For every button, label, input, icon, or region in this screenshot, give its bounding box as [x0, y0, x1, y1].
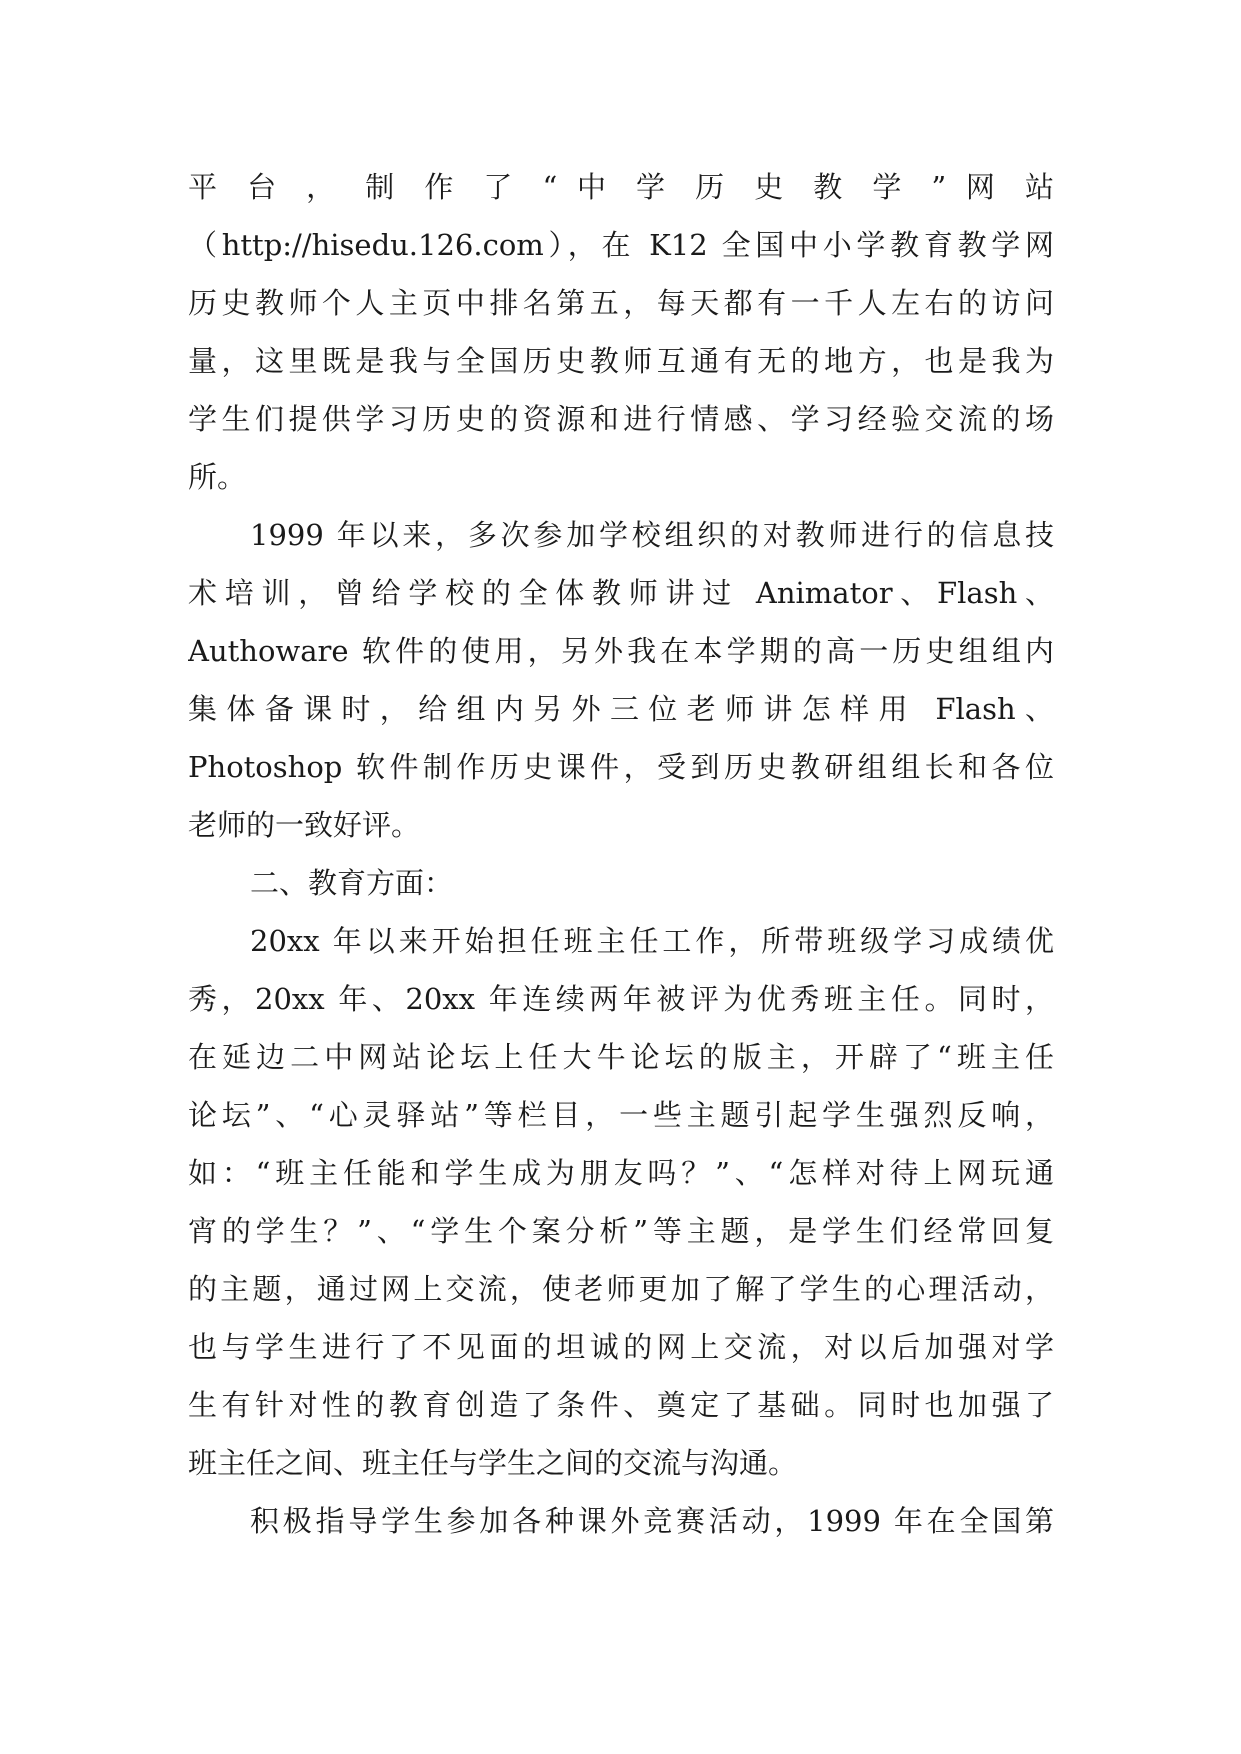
text-line: 在延边二中网站论坛上任大牛论坛的版主，开辟了“班主任 [188, 1040, 1054, 1074]
text-line: 的主题，通过网上交流，使老师更加了解了学生的心理活动， [188, 1272, 1054, 1306]
text-line: 宵的学生？”、“学生个案分析”等主题，是学生们经常回复 [188, 1214, 1054, 1248]
text-line: 也与学生进行了不见面的坦诚的网上交流，对以后加强对学 [188, 1330, 1054, 1364]
text-line: 平 台 ， 制 作 了 “ 中 学 历 史 教 学 ” 网 站 [188, 170, 1054, 204]
text-line: 如：“班主任能和学生成为朋友吗？”、“怎样对待上网玩通 [188, 1156, 1054, 1190]
text-line: 所。 [188, 460, 247, 494]
text-line: 学生们提供学习历史的资源和进行情感、学习经验交流的场 [188, 402, 1054, 436]
document-body [188, 158, 1054, 1550]
text-line: Authoware 软件的使用，另外我在本学期的高一历史组组内 [188, 634, 1054, 668]
text-line: 老师的一致好评。 [188, 808, 421, 842]
text-line: 积极指导学生参加各种课外竞赛活动，1999 年在全国第 [250, 1504, 1054, 1538]
text-line: 论坛”、“心灵驿站”等栏目，一些主题引起学生强烈反响， [188, 1098, 1054, 1132]
text-line: 量，这里既是我与全国历史教师互通有无的地方，也是我为 [188, 344, 1054, 378]
text-line: 20xx 年以来开始担任班主任工作，所带班级学习成绩优 [250, 924, 1054, 958]
text-line: 1999 年以来，多次参加学校组织的对教师进行的信息技 [250, 518, 1054, 552]
text-line: 术培训，曾给学校的全体教师讲过 Animator、Flash、 [188, 576, 1054, 610]
text-line: 秀，20xx 年、20xx 年连续两年被评为优秀班主任。同时， [188, 982, 1054, 1016]
text-line: （http://hisedu.126.com），在 K12 全国中小学教育教学网 [188, 228, 1054, 262]
text-line: Photoshop 软件制作历史课件，受到历史教研组组长和各位 [188, 750, 1054, 784]
text-line: 集体备课时，给组内另外三位老师讲怎样用 Flash、 [188, 692, 1054, 726]
section-heading: 二、教育方面： [250, 866, 454, 900]
text-line: 生有针对性的教育创造了条件、奠定了基础。同时也加强了 [188, 1388, 1054, 1422]
text-line: 班主任之间、班主任与学生之间的交流与沟通。 [188, 1446, 798, 1480]
text-line: 历史教师个人主页中排名第五，每天都有一千人左右的访问 [188, 286, 1054, 320]
